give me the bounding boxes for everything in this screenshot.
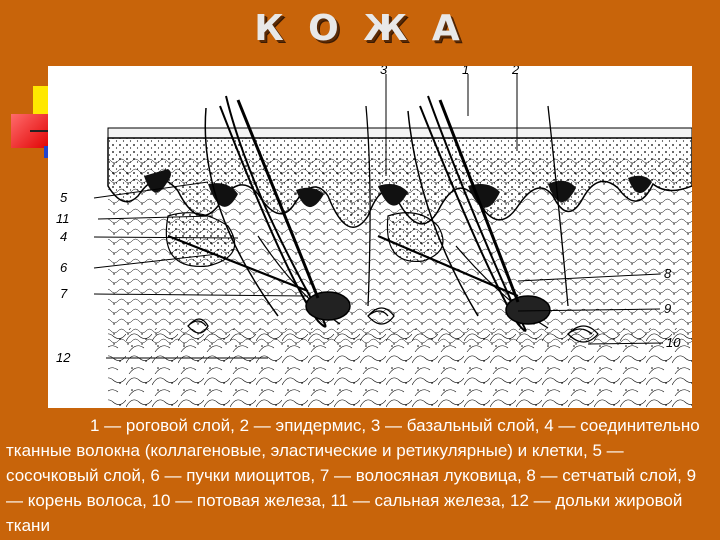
label-9: 9 bbox=[664, 301, 672, 316]
stratum-corneum bbox=[108, 128, 692, 138]
label-1: 1 bbox=[462, 66, 470, 77]
label-5: 5 bbox=[60, 190, 68, 205]
label-7: 7 bbox=[60, 286, 68, 301]
slide-title: К О Ж А bbox=[254, 8, 466, 49]
skin-diagram bbox=[48, 66, 692, 408]
label-3: 3 bbox=[380, 66, 388, 77]
label-4: 4 bbox=[60, 229, 68, 244]
figure-caption: 1 — роговой слой, 2 — эпидермис, 3 — базальный слой, 4 — соединительно тканные волокна (коллагеновые, эластические и ретикулярные) и клетки, 5 — сосочковый слой, 6 — пучки миоцитов, 7 — волосяная луковица, 8 — сетчатый слой, 9 — корень волоса, 10 — потовая железа, 11 — сальная железа, 12 — дольки жировой ткани bbox=[6, 416, 700, 535]
label-2: 2 bbox=[512, 66, 520, 77]
label-8: 8 bbox=[664, 266, 672, 281]
label-12: 12 bbox=[56, 350, 71, 365]
label-6: 6 bbox=[60, 260, 68, 275]
label-10: 10 bbox=[666, 335, 681, 350]
label-11: 11 bbox=[56, 211, 70, 226]
fat-tissue-region bbox=[108, 328, 692, 408]
